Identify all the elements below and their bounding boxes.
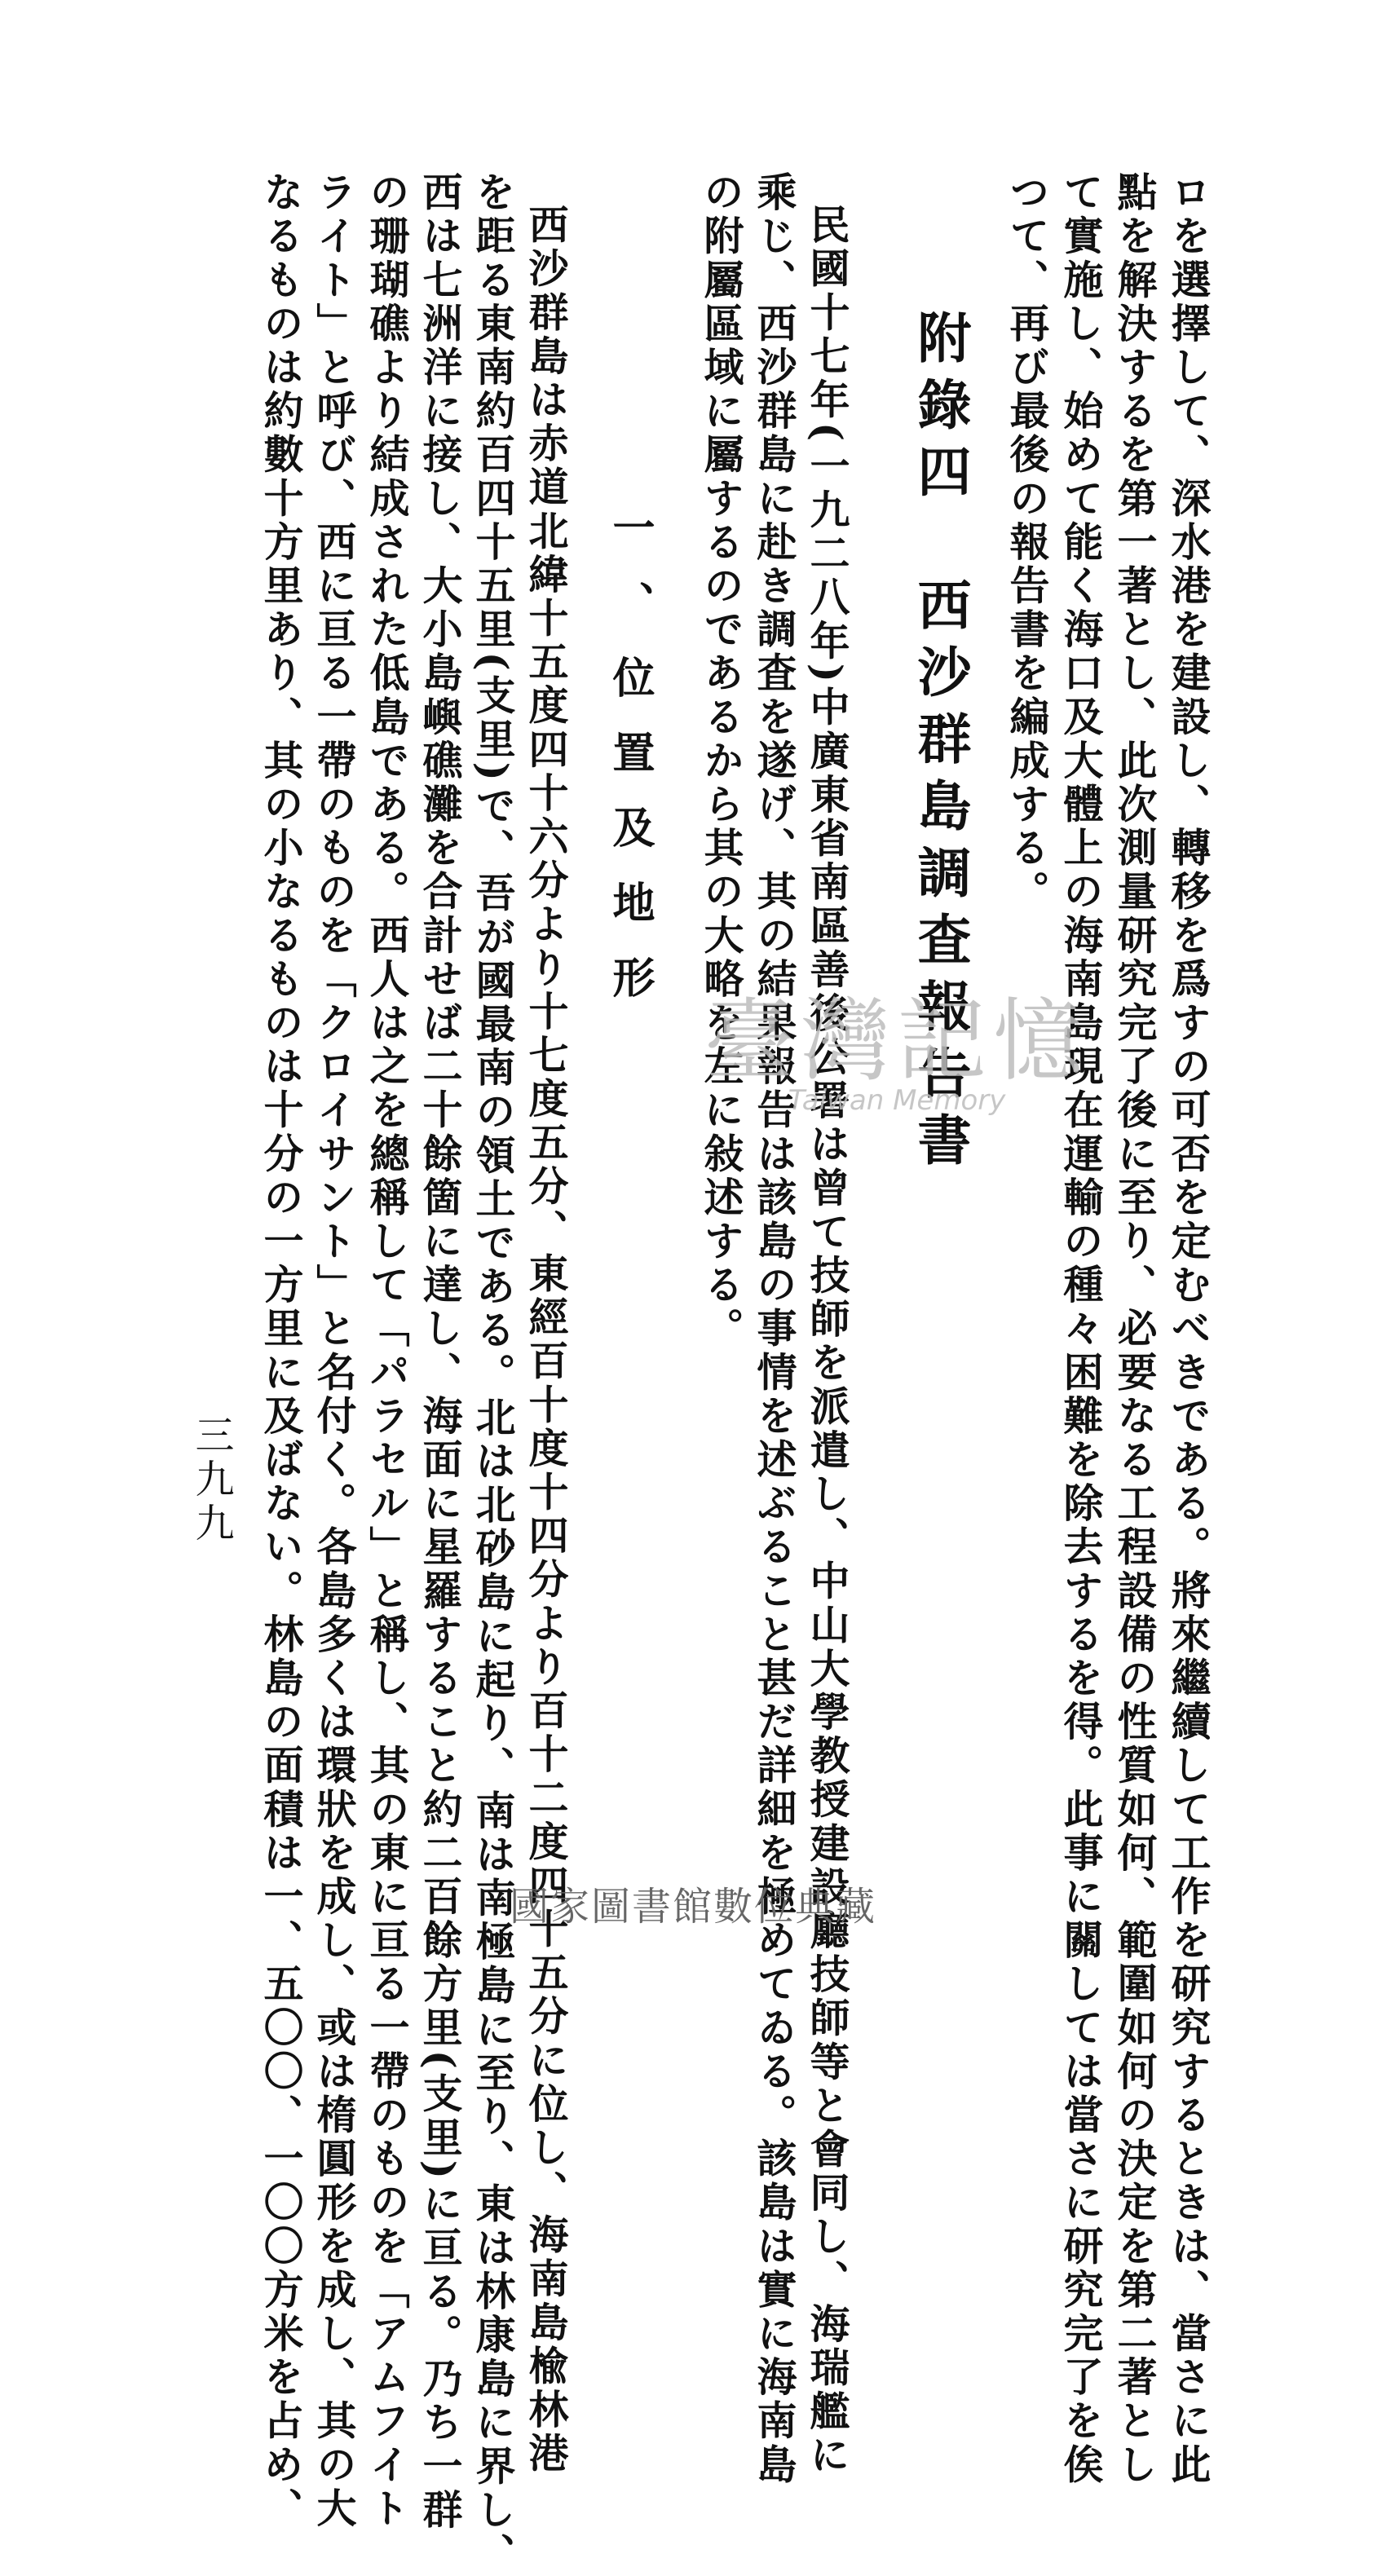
text-column-2: 點を解決するを第一著とし、此次測量研究完了後に至り、必要なる工程設備の性質如何、範圍如何の決定を第二著とし <box>1111 171 1159 2487</box>
text-column-3: て實施し、始めて能く海口及大體上の海南島現在運輸の種々困難を除去するを得。此事に關しては當さに研究完了を俟 <box>1057 171 1105 2487</box>
text-column-7: の附屬區域に屬するのであるから其の大略を左に敍述する。 <box>698 171 745 1352</box>
text-column-12: ライト」と呼び、西に亘る一帶のものを「クロイサント」と名付く。各島多くは環狀を成し、或は楕圓形を成し、其の大 <box>311 171 358 2531</box>
text-column-1: ロを選擇して、深水港を建設し、轉移を爲すの可否を定むべきである。將來繼續して工作を研究するときは、當さに此 <box>1165 171 1212 2487</box>
appendix-title: 附錄四 西沙群島調査報告書 <box>908 310 971 1179</box>
text-column-5: 民國十七年(一九二八年)中廣東省南區善後公署は曾て技師を派遣し、中山大學教授建設廳技師等と會同し、海瑞艦に <box>804 204 851 2478</box>
text-column-9: を距る東南約百四十五里(支里)で、吾が國最南の領土である。北は北砂島に起り、南は南極島に至り、東は林康島に界し、 <box>470 171 517 2576</box>
page-number: 三九九 <box>188 1414 234 1546</box>
text-column-6: 乘じ、西沙群島に赴き調査を遂げ、其の結果報告は該島の事情を述ぶること甚だ詳細を極めてゐる。該島は實に海南島 <box>751 171 798 2487</box>
footer-credit: 國家圖書館數位典藏 <box>509 1884 876 1930</box>
text-column-8: 西沙群島は赤道北緯十五度四十六分より十七度五分、東經百十度十四分より百十二度四十五分に位し、海南島楡林港 <box>523 204 570 2477</box>
text-column-11: の珊瑚礁より結成された低島である。西人は之を總稱して「パラセル」と稱し、其の東に亘る一帶のものを「アムフイト <box>364 171 411 2531</box>
text-column-10: 西は七洲洋に接し、大小島嶼礁灘を合計せば二十餘箇に達し、海面に星羅すること約二百餘方里(支里)に亘る。乃ち一群 <box>417 171 464 2533</box>
text-column-13: なるものは約數十方里あり、其の小なるものは十分の一方里に及ばない。林島の面積は一、五〇〇、一〇〇方米を占め、 <box>258 171 305 2531</box>
watermark <box>669 989 1125 1125</box>
text-column-4: つて、再び最後の報告書を編成する。 <box>1004 171 1051 915</box>
watermark-main: 臺灣記憶 <box>704 989 1089 1093</box>
section-title: 一、位置及地形 <box>605 505 654 1030</box>
watermark-sub: Taiwan Memory <box>788 1083 1006 1117</box>
